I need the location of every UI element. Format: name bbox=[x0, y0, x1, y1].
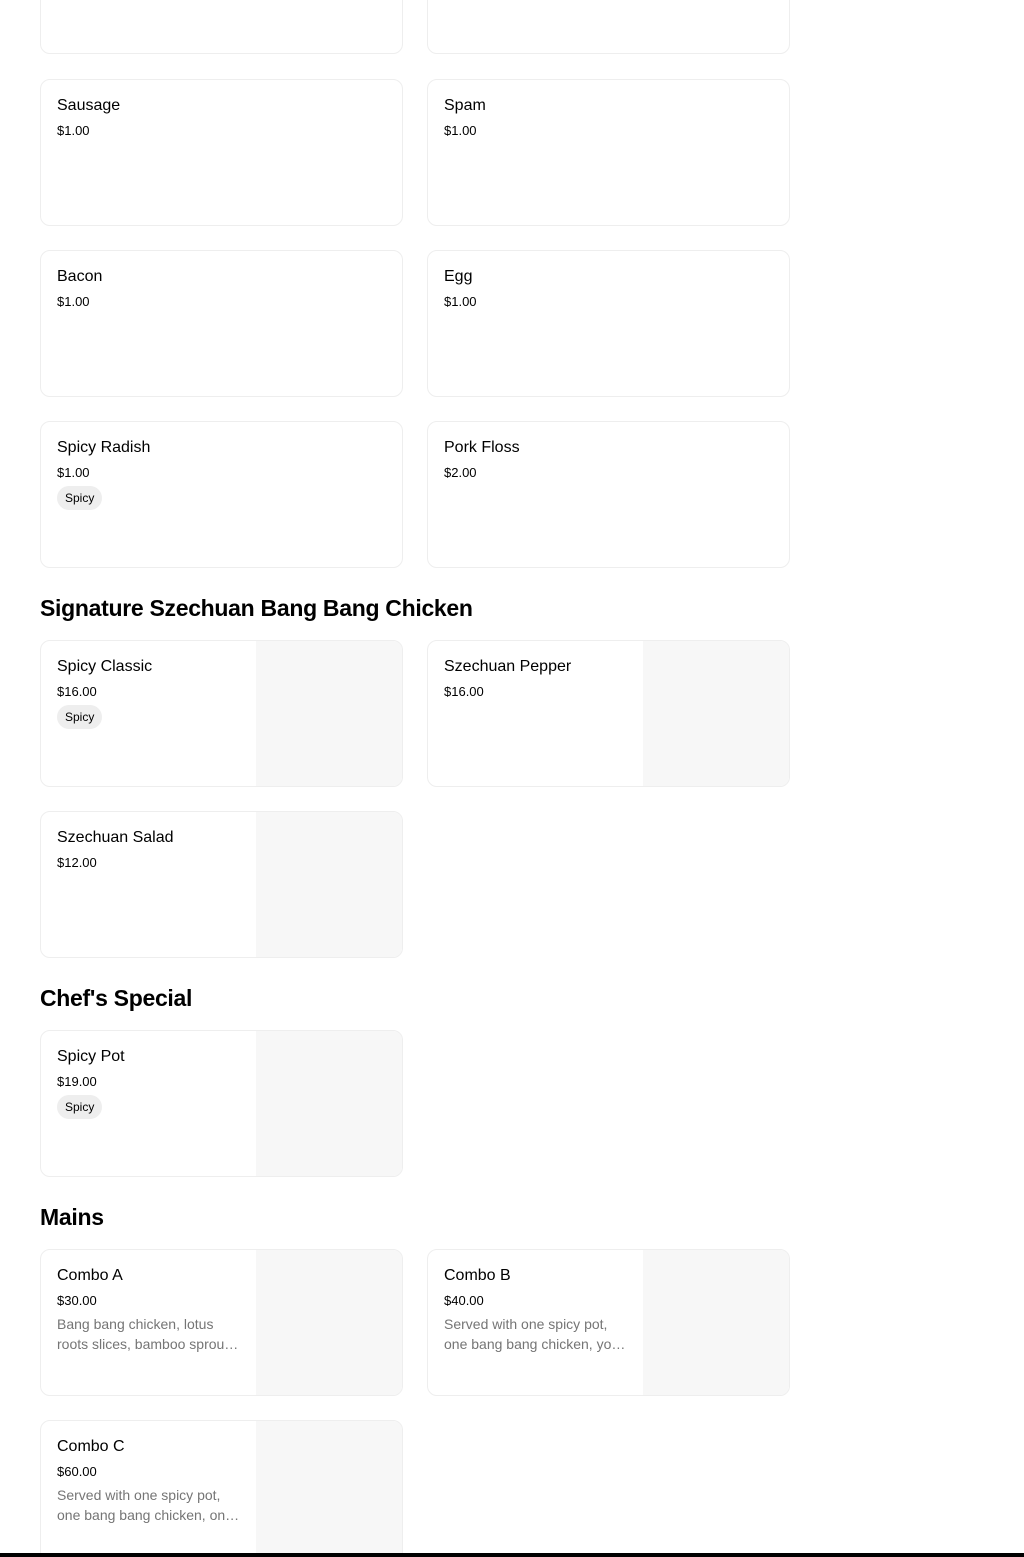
item-name: Szechuan Pepper bbox=[444, 658, 572, 675]
item-price: $1.00 bbox=[444, 294, 477, 309]
menu-item-card-spam[interactable] bbox=[427, 79, 790, 226]
section-heading-chefs-special: Chef's Special bbox=[40, 985, 193, 1011]
item-image bbox=[643, 1250, 789, 1395]
item-price: $16.00 bbox=[57, 684, 97, 699]
menu-item-card-bacon[interactable] bbox=[40, 250, 403, 397]
item-price: $30.00 bbox=[57, 1293, 97, 1308]
item-name: Spicy Radish bbox=[57, 439, 151, 456]
item-price: $19.00 bbox=[57, 1074, 97, 1089]
item-name: Pork Floss bbox=[444, 439, 520, 456]
menu-item-card-egg[interactable] bbox=[427, 250, 790, 397]
item-price: $16.00 bbox=[444, 684, 484, 699]
item-description bbox=[57, 1485, 241, 1525]
menu-item-card-szechuan-pepper[interactable] bbox=[427, 640, 790, 787]
spicy-badge: Spicy bbox=[57, 486, 102, 510]
item-price: $2.00 bbox=[444, 465, 477, 480]
item-name: Sausage bbox=[57, 97, 121, 114]
menu-item-card-spicy-radish[interactable] bbox=[40, 421, 403, 568]
menu-item-card-spicy-classic[interactable] bbox=[40, 640, 403, 787]
item-name: Egg bbox=[444, 268, 473, 285]
menu-item-card-spicy-pot[interactable] bbox=[40, 1030, 403, 1177]
item-description-line: one bang bang chicken, on… bbox=[57, 1507, 240, 1523]
bottom-bar bbox=[0, 1553, 1024, 1557]
section-heading-mains: Mains bbox=[40, 1204, 104, 1230]
item-price: $1.00 bbox=[57, 123, 90, 138]
item-name: Spam bbox=[444, 97, 486, 114]
item-name: Combo A bbox=[57, 1267, 123, 1284]
menu-item-card-combo-b[interactable] bbox=[427, 1249, 790, 1396]
section-heading-bang-bang-chicken: Signature Szechuan Bang Bang Chicken bbox=[40, 595, 473, 621]
item-price: $1.00 bbox=[444, 123, 477, 138]
item-name: Spicy Pot bbox=[57, 1048, 125, 1065]
item-name: Szechuan Salad bbox=[57, 829, 174, 846]
item-price: $40.00 bbox=[444, 1293, 484, 1308]
item-price: $1.00 bbox=[57, 294, 90, 309]
item-price: $60.00 bbox=[57, 1464, 97, 1479]
menu-item-card-pork-floss[interactable] bbox=[427, 421, 790, 568]
item-price: $12.00 bbox=[57, 855, 97, 870]
item-image bbox=[256, 1031, 402, 1176]
menu-item-card-combo-a[interactable] bbox=[40, 1249, 403, 1396]
menu-item-card-sausage[interactable] bbox=[40, 79, 403, 226]
item-name: Spicy Classic bbox=[57, 658, 153, 675]
item-description bbox=[57, 1314, 241, 1354]
item-description-line: roots slices, bamboo sprou… bbox=[57, 1336, 239, 1352]
menu-item-card-szechuan-salad[interactable] bbox=[40, 811, 403, 958]
item-description-line: one bang bang chicken, yo… bbox=[444, 1336, 626, 1352]
menu-item-card[interactable] bbox=[40, 0, 403, 54]
item-image bbox=[256, 1421, 402, 1557]
menu-item-card[interactable] bbox=[427, 0, 790, 54]
item-description-line: Served with one spicy pot, bbox=[57, 1487, 221, 1503]
item-description bbox=[444, 1314, 628, 1354]
item-image bbox=[643, 641, 789, 786]
item-price: $1.00 bbox=[57, 465, 90, 480]
item-image bbox=[256, 812, 402, 957]
spicy-badge: Spicy bbox=[57, 1095, 102, 1119]
item-image bbox=[256, 641, 402, 786]
item-description-line: Served with one spicy pot, bbox=[444, 1316, 608, 1332]
item-description-line: Bang bang chicken, lotus bbox=[57, 1316, 214, 1332]
item-name: Combo B bbox=[444, 1267, 511, 1284]
item-image bbox=[256, 1250, 402, 1395]
item-name: Combo C bbox=[57, 1438, 125, 1455]
spicy-badge: Spicy bbox=[57, 705, 102, 729]
menu-item-card-combo-c[interactable] bbox=[40, 1420, 403, 1557]
item-name: Bacon bbox=[57, 268, 103, 285]
